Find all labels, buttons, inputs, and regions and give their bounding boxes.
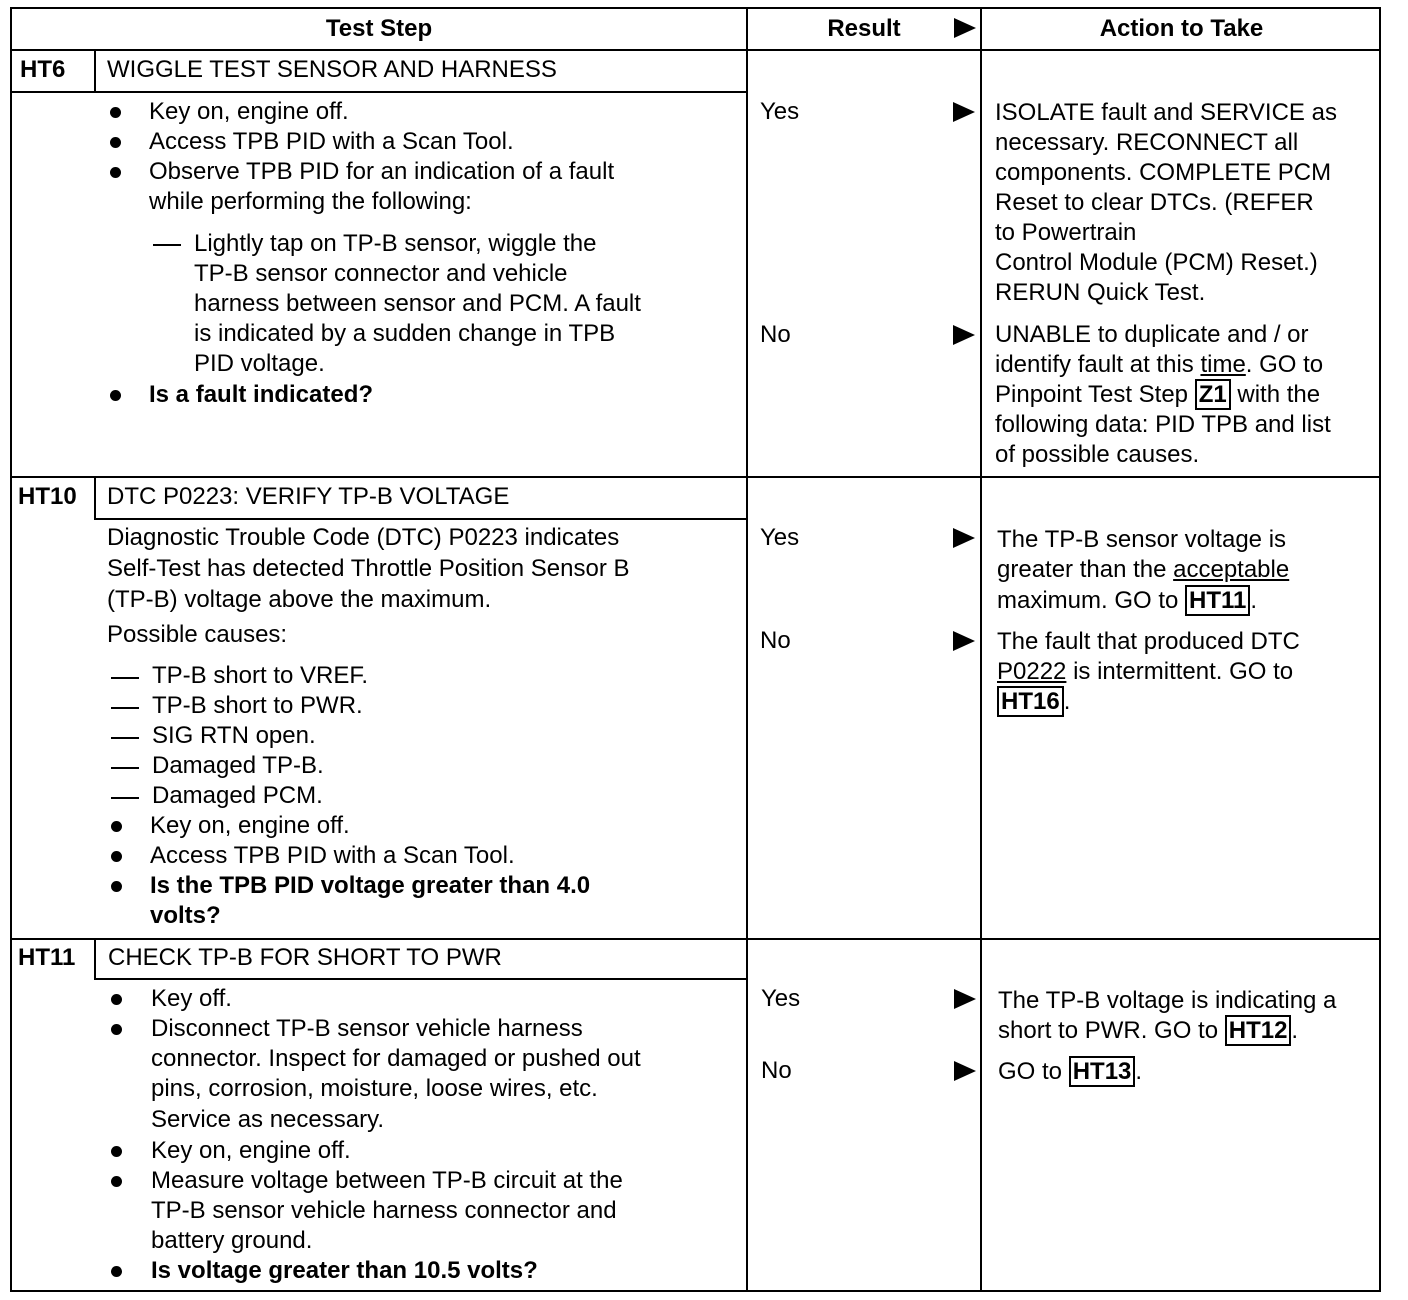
action-line: following data: PID TPB and list <box>995 411 1331 438</box>
action-line: ISOLATE fault and SERVICE as <box>995 99 1337 126</box>
dash-icon <box>111 797 139 799</box>
result-yes: Yes <box>761 985 801 1012</box>
step-line: connector. Inspect for damaged or pushed out <box>151 1045 641 1072</box>
bullet-icon <box>111 1266 122 1277</box>
step-id: HT10 <box>18 483 77 510</box>
divider-test-result <box>746 9 748 1290</box>
result-no: No <box>760 627 791 654</box>
bullet-icon <box>111 1176 122 1187</box>
bullet-icon <box>111 994 122 1005</box>
step-line: Access TPB PID with a Scan Tool. <box>149 128 514 155</box>
action-line: P0222 is intermittent. GO to <box>997 658 1294 685</box>
action-line: to Powertrain <box>995 219 1137 246</box>
action-line: Pinpoint Test Step Z1 with the <box>995 381 1321 408</box>
step-line: (TP-B) voltage above the maximum. <box>107 586 492 613</box>
step-ref-link[interactable]: HT13 <box>1069 1056 1136 1087</box>
action-line: necessary. RECONNECT all <box>995 129 1299 156</box>
step-line: is indicated by a sudden change in TPB <box>194 320 616 347</box>
bullet-icon <box>110 107 121 118</box>
step-line: TP-B sensor connector and vehicle <box>194 260 568 287</box>
step-ref-link[interactable]: Z1 <box>1195 379 1231 410</box>
action-line: HT16 . <box>997 687 1070 717</box>
step-ref-link[interactable]: HT12 <box>1225 1015 1292 1046</box>
step-line: Key on, engine off. <box>151 1137 351 1164</box>
step-line: TP-B sensor vehicle harness connector and <box>151 1197 617 1224</box>
step-line: Measure voltage between TP-B circuit at the <box>151 1167 623 1194</box>
action-line: identify fault at this time. GO to <box>995 351 1324 378</box>
step-question: Is the TPB PID voltage greater than 4.0 <box>150 872 591 899</box>
bullet-icon <box>110 390 121 401</box>
bullet-icon <box>111 851 122 862</box>
step-line: Key off. <box>151 985 232 1012</box>
dash-icon <box>153 244 181 246</box>
dash-icon <box>111 767 139 769</box>
action-line: UNABLE to duplicate and / or <box>995 321 1309 348</box>
step-line: Diagnostic Trouble Code (DTC) P0223 indicates <box>107 524 620 551</box>
step-question: Is voltage greater than 10.5 volts? <box>151 1257 538 1284</box>
header-action: Action to Take <box>1099 15 1264 42</box>
row-divider-2 <box>12 938 1381 940</box>
ht6-id-divider <box>94 51 96 91</box>
step-line: harness between sensor and PCM. A fault <box>194 290 641 317</box>
dash-icon <box>111 677 139 679</box>
bullet-icon <box>111 1146 122 1157</box>
cause-line: Damaged TP-B. <box>152 752 324 779</box>
ht10-title-underline <box>94 518 746 520</box>
step-ref-link[interactable]: HT16 <box>997 686 1064 717</box>
step-title: CHECK TP-B FOR SHORT TO PWR <box>108 944 502 971</box>
cause-line: SIG RTN open. <box>152 722 316 749</box>
step-question: volts? <box>150 902 221 929</box>
arrow-icon <box>953 528 975 548</box>
action-line: Reset to clear DTCs. (REFER <box>995 189 1314 216</box>
bullet-icon <box>111 1024 122 1035</box>
action-line: RERUN Quick Test. <box>995 279 1206 306</box>
bullet-icon <box>110 137 121 148</box>
action-line: short to PWR. GO to HT12 . <box>998 1017 1299 1044</box>
action-line: of possible causes. <box>995 441 1200 468</box>
dash-icon <box>111 737 139 739</box>
arrow-icon <box>954 1061 976 1081</box>
step-id: HT11 <box>18 944 76 971</box>
step-line: Key on, engine off. <box>150 812 350 839</box>
ht11-id-divider <box>94 940 96 978</box>
header-arrow-icon <box>954 18 976 38</box>
step-line: Key on, engine off. <box>149 98 349 125</box>
arrow-icon <box>953 102 975 122</box>
arrow-icon <box>953 325 975 345</box>
divider-result-action <box>980 9 982 1290</box>
step-title: DTC P0223: VERIFY TP-B VOLTAGE <box>107 483 510 510</box>
step-title: WIGGLE TEST SENSOR AND HARNESS <box>107 56 557 83</box>
result-no: No <box>761 1057 792 1084</box>
result-no: No <box>760 321 791 348</box>
action-line: The fault that produced DTC <box>997 628 1300 655</box>
arrow-icon <box>954 989 976 1009</box>
cause-line: Damaged PCM. <box>152 782 323 809</box>
step-id: HT6 <box>20 56 66 83</box>
step-line: Lightly tap on TP-B sensor, wiggle the <box>194 230 597 257</box>
cause-line: TP-B short to VREF. <box>152 662 369 689</box>
bullet-icon <box>111 821 122 832</box>
result-yes: Yes <box>760 524 800 551</box>
result-yes: Yes <box>760 98 800 125</box>
ht11-title-underline <box>94 978 746 980</box>
step-line: Observe TPB PID for an indication of a fault <box>149 158 615 185</box>
action-line: GO to HT13 . <box>998 1058 1143 1085</box>
step-line: Self-Test has detected Throttle Position Sensor B <box>107 555 630 582</box>
step-line: pins, corrosion, moisture, loose wires, etc. <box>151 1075 598 1102</box>
step-ref-link[interactable]: HT11 <box>1185 585 1250 616</box>
cause-line: TP-B short to PWR. <box>152 692 363 719</box>
step-line: Access TPB PID with a Scan Tool. <box>150 842 515 869</box>
step-line: PID voltage. <box>194 350 325 377</box>
bullet-icon <box>111 881 122 892</box>
step-question: Is a fault indicated? <box>149 381 374 408</box>
action-line: The TP-B voltage is indicating a <box>998 987 1337 1014</box>
arrow-icon <box>953 631 975 651</box>
step-line: battery ground. <box>151 1227 313 1254</box>
step-line: while performing the following: <box>149 188 472 215</box>
step-line: Disconnect TP-B sensor vehicle harness <box>151 1015 583 1042</box>
bullet-icon <box>110 167 121 178</box>
row-divider-1 <box>12 476 1381 478</box>
action-line: Control Module (PCM) Reset.) <box>995 249 1318 276</box>
ht10-id-divider <box>94 478 96 518</box>
action-line: components. COMPLETE PCM <box>995 159 1332 186</box>
header-result: Result <box>827 15 901 42</box>
action-line: greater than the acceptable <box>997 556 1290 583</box>
step-line: Service as necessary. <box>151 1106 384 1133</box>
table-header <box>12 9 1379 51</box>
step-line: Possible causes: <box>107 621 288 648</box>
action-line: The TP-B sensor voltage is <box>997 526 1287 553</box>
ht6-title-underline <box>12 91 746 93</box>
header-test-step: Test Step <box>325 15 433 42</box>
dash-icon <box>111 707 139 709</box>
action-line: maximum. GO to HT11 . <box>997 587 1258 614</box>
